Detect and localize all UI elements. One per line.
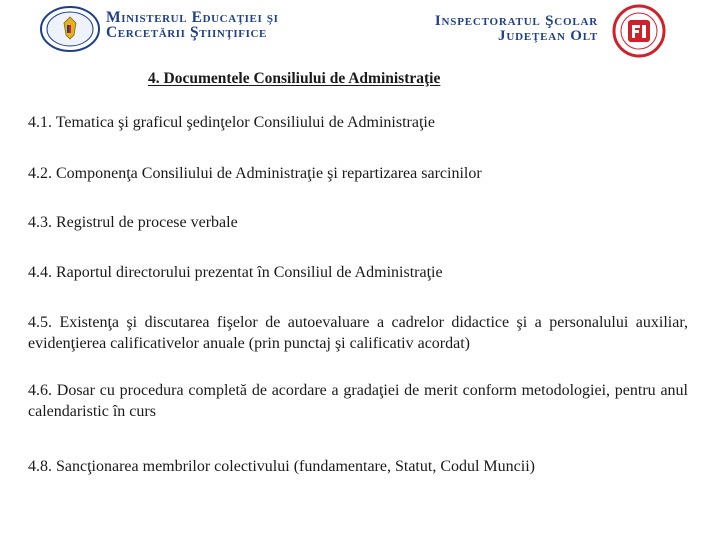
list-item: 4.3. Registrul de procese verbale: [28, 214, 238, 231]
ministry-name: [106, 10, 278, 40]
page-title: 4. Documentele Consiliului de Administraţie: [148, 70, 441, 87]
inspectorate-line-1: Inspectoratul Şcolar: [434, 13, 598, 29]
list-item: 4.1. Tematica şi graficul şedinţelor Consiliului de Administraţie: [28, 114, 435, 131]
list-item: 4.5. Existenţa şi discutarea fişelor de autoevaluare a cadrelor didactice şi a personalului auxiliar, evidenţierea calificativelor anuale (prin punctaj şi calificativ acordat): [28, 314, 688, 352]
list-item: 4.6. Dosar cu procedura completă de acordare a gradaţiei de merit conform metodologiei, pentru anul calendaristic în curs: [28, 382, 688, 420]
inspectorate-line-2: Judeţean Olt: [498, 28, 598, 44]
ministry-line-2: Cercetării Ştiinţifice: [106, 24, 267, 41]
inspectorate-seal-logo: [608, 4, 670, 58]
list-item: 4.8. Sancţionarea membrilor colectivului (fundamentare, Statut, Codul Muncii): [28, 458, 535, 475]
government-seal-logo: [40, 6, 100, 52]
list-item: 4.4. Raportul directorului prezentat în Consiliul de Administraţie: [28, 264, 443, 281]
list-item: 4.2. Componenţa Consiliului de Administraţie şi repartizarea sarcinilor: [28, 165, 482, 182]
page-header: [0, 0, 720, 60]
ministry-line-1: Ministerul Educaţiei şi: [106, 9, 279, 26]
inspectorate-name: [435, 14, 598, 44]
